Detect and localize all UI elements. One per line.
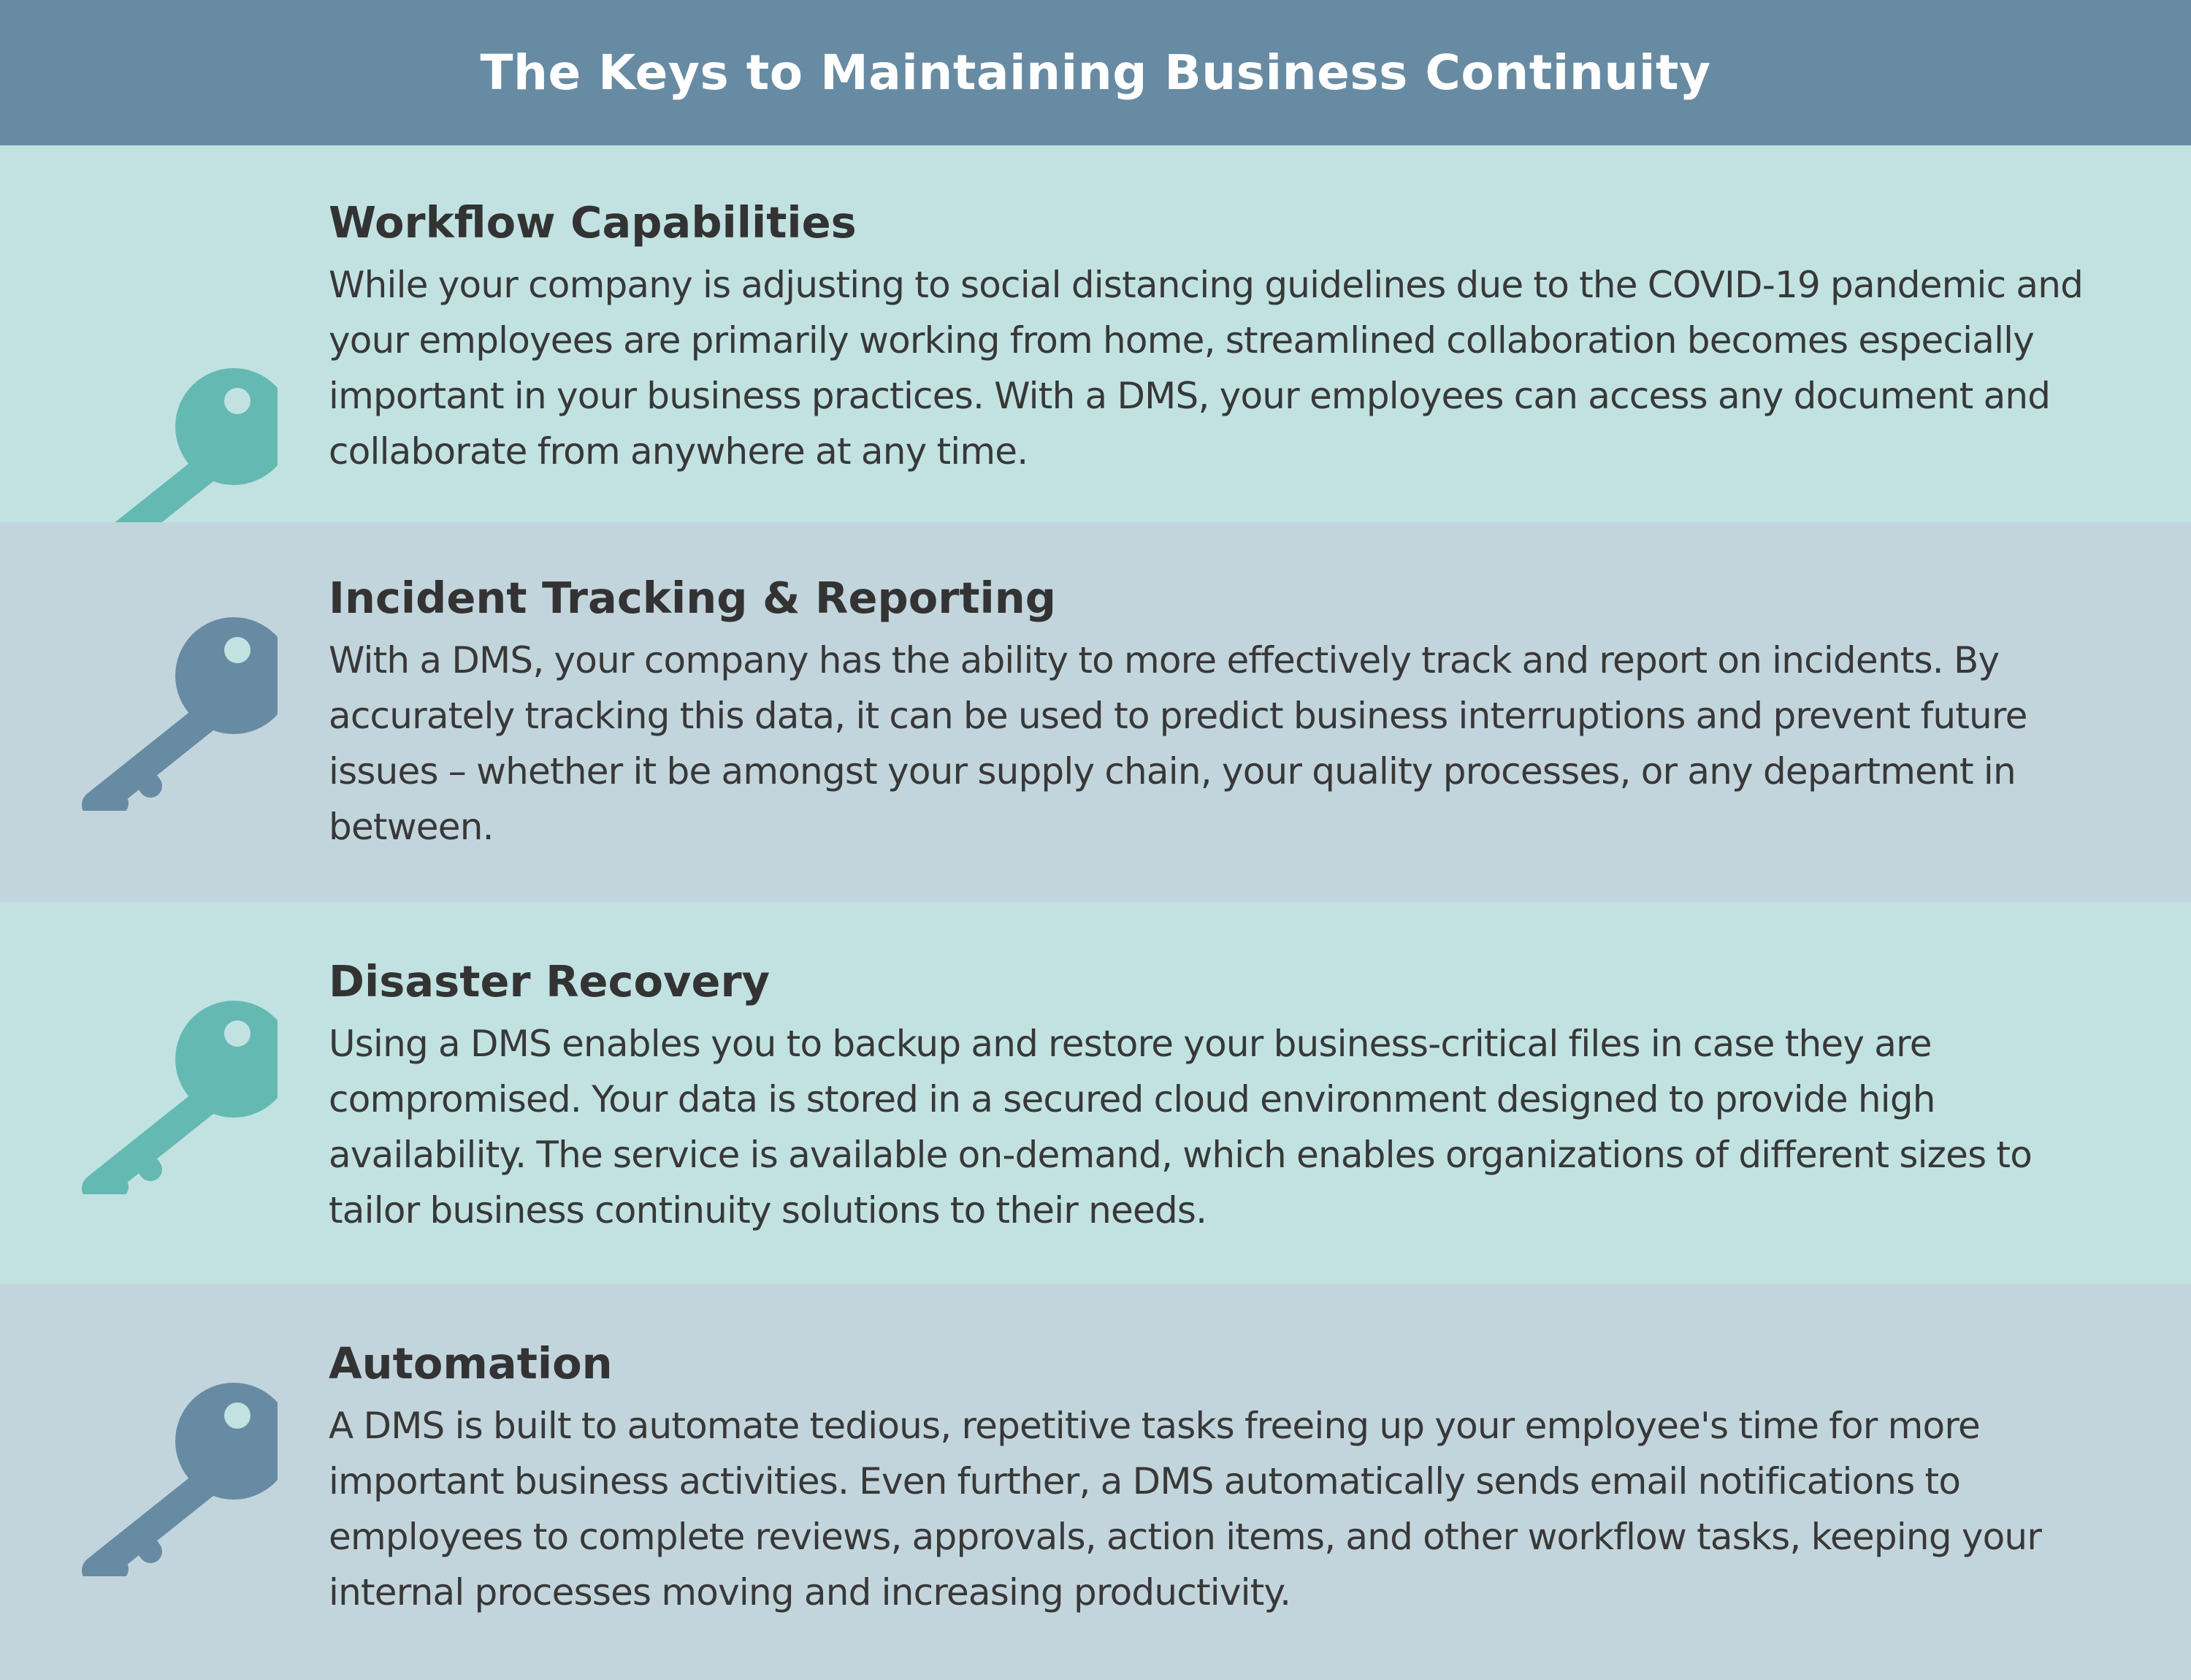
section-workflow-capabilities	[0, 145, 2191, 522]
section-content	[329, 568, 2125, 855]
section-title: Workflow Capabilities	[329, 197, 857, 248]
section-content	[329, 193, 2125, 479]
key-icon	[80, 1379, 278, 1576]
section-body: With a DMS, your company has the ability to more effectively track and report on incidents. By accurately tracking this data, it can be used to predict business interruptions and prevent future issues – whether it be amongst your supply chain, your quality processes, or any department in between.	[329, 639, 2027, 848]
section-title: Incident Tracking & Reporting	[329, 573, 1056, 623]
section-incident-tracking-reporting	[0, 522, 2191, 902]
key-icon	[80, 997, 278, 1194]
section-content	[329, 1334, 2125, 1620]
section-title: Automation	[329, 1338, 613, 1389]
section-automation	[0, 1284, 2191, 1680]
section-body: A DMS is built to automate tedious, repetitive tasks freeing up your employee's time for more important business activities. Even further, a DMS automatically sends email notifications to employees to complete reviews, approvals, action items, and other workflow tasks, keeping your internal processes moving and increasing productivity.	[329, 1405, 2042, 1614]
page-title: The Keys to Maintaining Business Continuity	[480, 45, 1711, 101]
section-body: Using a DMS enables you to backup and restore your business-critical files in case they are compromised. Your data is stored in a secured cloud environment designed to provide high availability. The service is available on-demand, which enables organizations of different sizes to tailor business continuity solutions to their needs.	[329, 1023, 2033, 1232]
section-content	[329, 952, 2125, 1238]
section-disaster-recovery	[0, 902, 2191, 1284]
key-icon	[80, 614, 278, 811]
page-header	[0, 0, 2191, 145]
section-title: Disaster Recovery	[329, 956, 771, 1007]
section-body: While your company is adjusting to social distancing guidelines due to the COVID-19 pandemic and your employees are primarily working from home, streamlined collaboration becomes especially important in your business practices. With a DMS, your employees can access any document and collaborate from anywhere at any time.	[329, 264, 2084, 473]
